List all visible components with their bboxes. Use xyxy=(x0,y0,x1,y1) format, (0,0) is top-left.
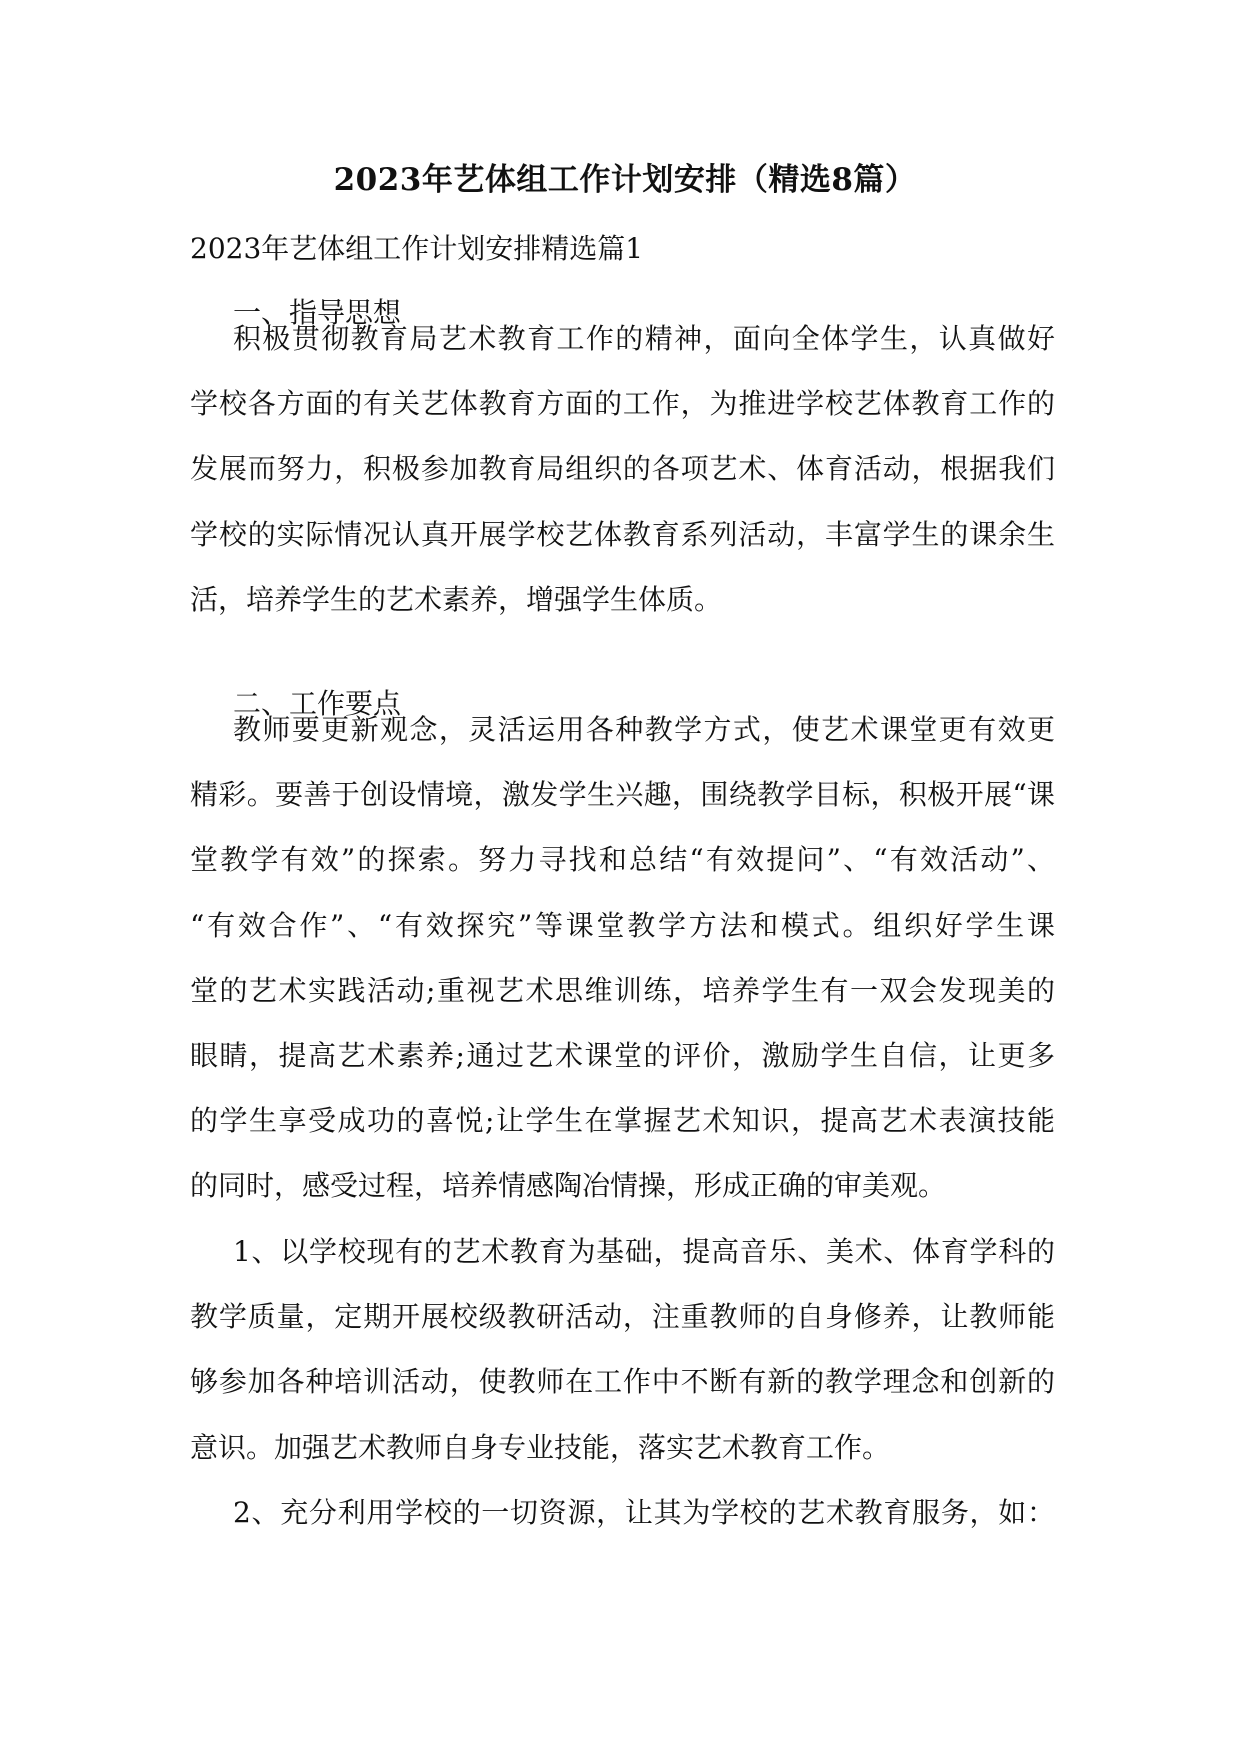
paragraph-line: 活，培养学生的艺术素养，增强学生体质。 xyxy=(190,582,723,616)
paragraph-line: “有效合作”、“有效探究”等课堂教学方法和模式。组织好学生课 xyxy=(190,908,1055,942)
paragraph-item-1 xyxy=(190,1219,1055,1480)
paragraph-line: 教学质量，定期开展校级教研活动，注重教师的自身修养，让教师能 xyxy=(190,1300,1055,1334)
paragraph-line: 堂的艺术实践活动;重视艺术思维训练，培养学生有一双会发现美的 xyxy=(190,973,1055,1007)
paragraph-line: 学校各方面的有关艺体教育方面的工作，为推进学校艺体教育工作的 xyxy=(190,387,1055,421)
paragraph-guiding-ideology xyxy=(190,306,1055,632)
document-title: 2023年艺体组工作计划安排（精选8篇） xyxy=(333,162,917,198)
paragraph-line: 2、充分利用学校的一切资源，让其为学校的艺术教育服务，如： xyxy=(233,1496,1055,1529)
paragraph-line: 的学生享受成功的喜悦;让学生在掌握艺术知识，提高艺术表演技能 xyxy=(190,1104,1055,1138)
paragraph-line: 眼睛，提高艺术素养;通过艺术课堂的评价，激励学生自信，让更多 xyxy=(190,1039,1055,1073)
paragraph-line: 发展而努力，积极参加教育局组织的各项艺术、体育活动，根据我们 xyxy=(190,452,1055,486)
paragraph-line: 堂教学有效”的探索。努力寻找和总结“有效提问”、“有效活动”、 xyxy=(190,843,1055,877)
paragraph-line: 精彩。要善于创设情境，激发学生兴趣，围绕教学目标，积极开展“课 xyxy=(190,778,1055,812)
paragraph-line: 1、以学校现有的艺术教育为基础，提高音乐、美术、体育学科的 xyxy=(233,1235,1055,1268)
paragraph-line: 教师要更新观念，灵活运用各种教学方式，使艺术课堂更有效更 xyxy=(233,713,1055,746)
heading-work-points: 二、工作要点 xyxy=(233,687,402,720)
paragraph-line: 学校的实际情况认真开展学校艺体教育系列活动，丰富学生的课余生 xyxy=(190,517,1055,551)
heading-guiding-ideology: 一、指导思想 xyxy=(233,296,402,329)
paragraph-line: 够参加各种培训活动，使教师在工作中不断有新的教学理念和创新的 xyxy=(190,1365,1055,1399)
paragraph-line: 的同时，感受过程，培养情感陶冶情操，形成正确的审美观。 xyxy=(190,1169,947,1203)
paragraph-work-points xyxy=(190,697,1055,1219)
paragraph-line: 意识。加强艺术教师自身专业技能，落实艺术教育工作。 xyxy=(190,1430,891,1464)
paragraph-item-2 xyxy=(190,1480,1055,1545)
paragraph-line: 积极贯彻教育局艺术教育工作的精神，面向全体学生，认真做好 xyxy=(233,322,1055,355)
section-title: 2023年艺体组工作计划安排精选篇1 xyxy=(190,232,644,265)
